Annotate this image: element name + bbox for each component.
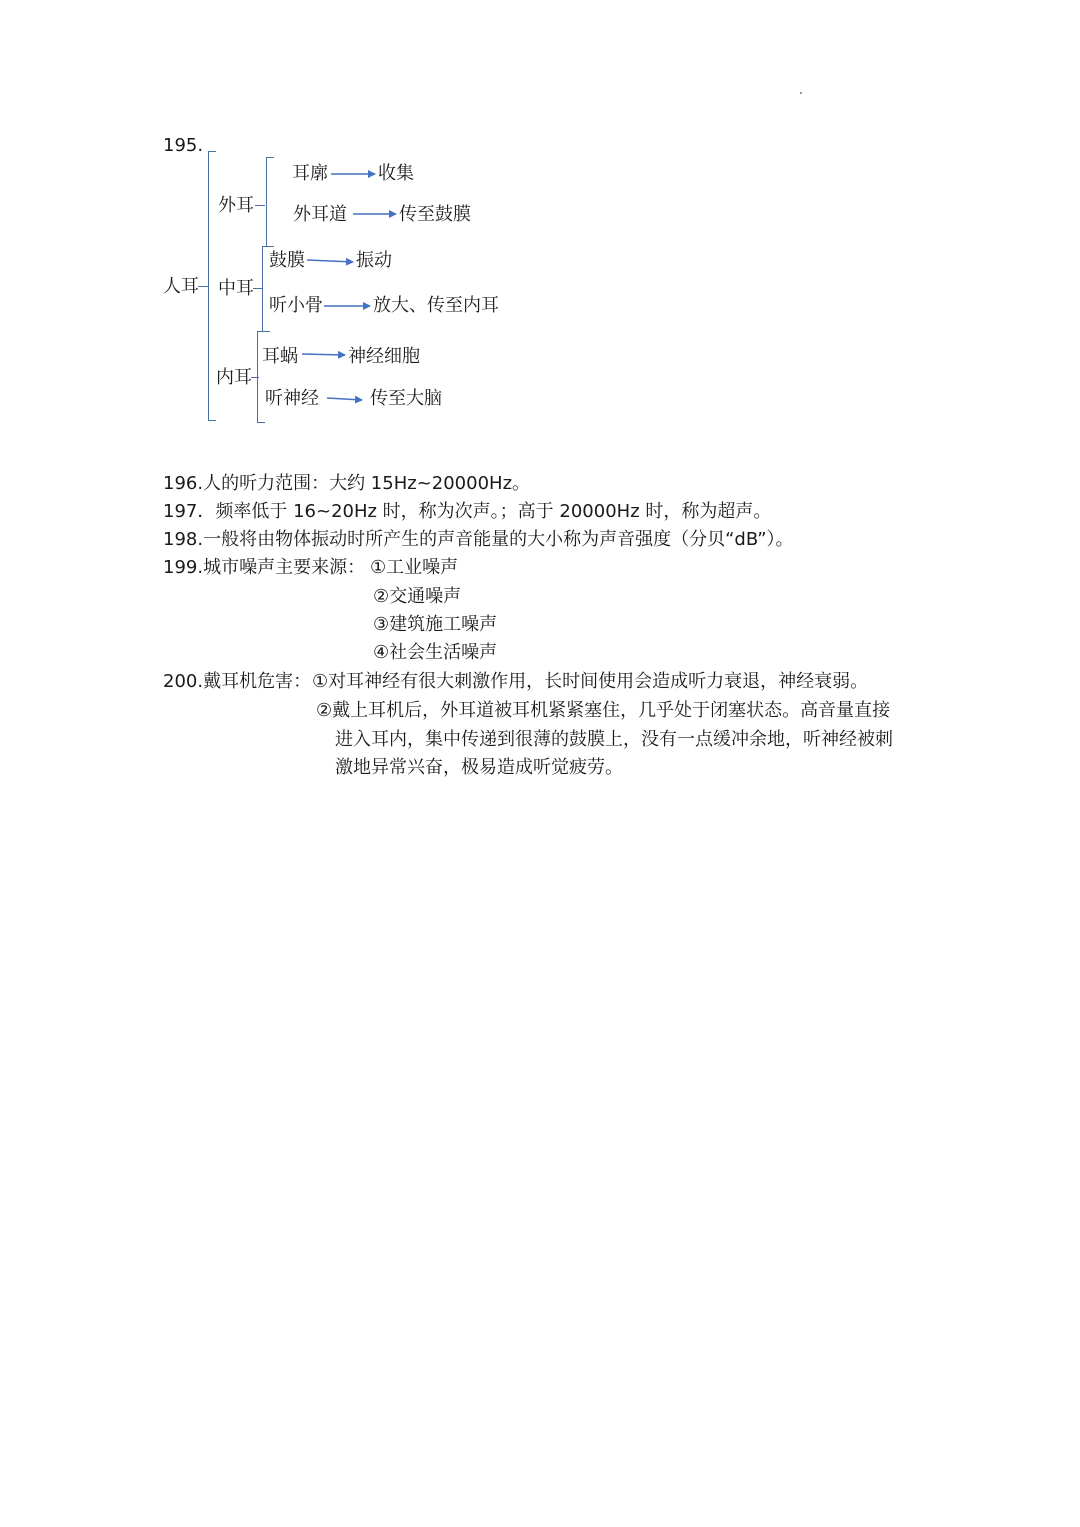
item-200-lead: 200.戴耳机危害： [163,671,312,692]
part-eardrum: 鼓膜 [269,250,305,271]
item-199-source-2: ②交通噪声 [373,586,462,607]
part-cochlea: 耳蜗 [262,346,298,367]
part-ossicles: 听小骨 [269,295,323,316]
function-to-brain: 传至大脑 [370,388,442,409]
diagram-arrows [0,0,1080,460]
arrow-auditory-nerve [327,398,362,400]
item-199-source-1: ①工业噪声 [370,557,459,578]
middle-ear-label: 中耳 [218,278,254,299]
item-199-lead: 199.城市噪声主要来源： [163,557,366,578]
item-200-harm-1: ①对耳神经有很大刺激作用，长时间使用会造成听力衰退，神经衰弱。 [312,671,869,692]
part-auditory-nerve: 听神经 [265,388,319,409]
function-vibrate: 振动 [356,250,392,271]
item-197: 197．频率低于 16~20Hz 时，称为次声。；高于 20000Hz 时，称为超声。 [163,501,772,522]
item-199-source-4: ④社会生活噪声 [373,642,498,663]
function-nerve-cells: 神经细胞 [348,346,420,367]
function-amplify: 放大、传至内耳 [373,295,499,316]
function-collect: 收集 [378,163,414,184]
item-200-harm-2-line-1: ②戴上耳机后，外耳道被耳机紧紧塞住，几乎处于闭塞状态。高音量直接 [316,700,891,721]
outer-ear-label: 外耳 [218,195,254,216]
item-number-195: 195. [163,135,204,156]
item-196: 196.人的听力范围：大约 15Hz~20000Hz。 [163,473,531,494]
part-ear-canal: 外耳道 [293,204,347,225]
part-auricle: 耳廓 [292,163,328,184]
item-200-harm-2-line-3: 激地异常兴奋，极易造成听觉疲劳。 [335,757,623,778]
root-label: 人耳 [163,276,199,297]
arrow-cochlea [302,354,345,355]
arrow-eardrum [307,260,353,262]
item-200-harm-2-line-2: 进入耳内，集中传递到很薄的鼓膜上，没有一点缓冲余地，听神经被刺 [335,729,893,750]
function-to-eardrum: 传至鼓膜 [399,204,471,225]
item-199-source-3: ③建筑施工噪声 [373,614,498,635]
inner-ear-label: 内耳 [216,367,252,388]
item-198: 198.一般将由物体振动时所产生的声音能量的大小称为声音强度（分贝“dB”）。 [163,529,794,550]
